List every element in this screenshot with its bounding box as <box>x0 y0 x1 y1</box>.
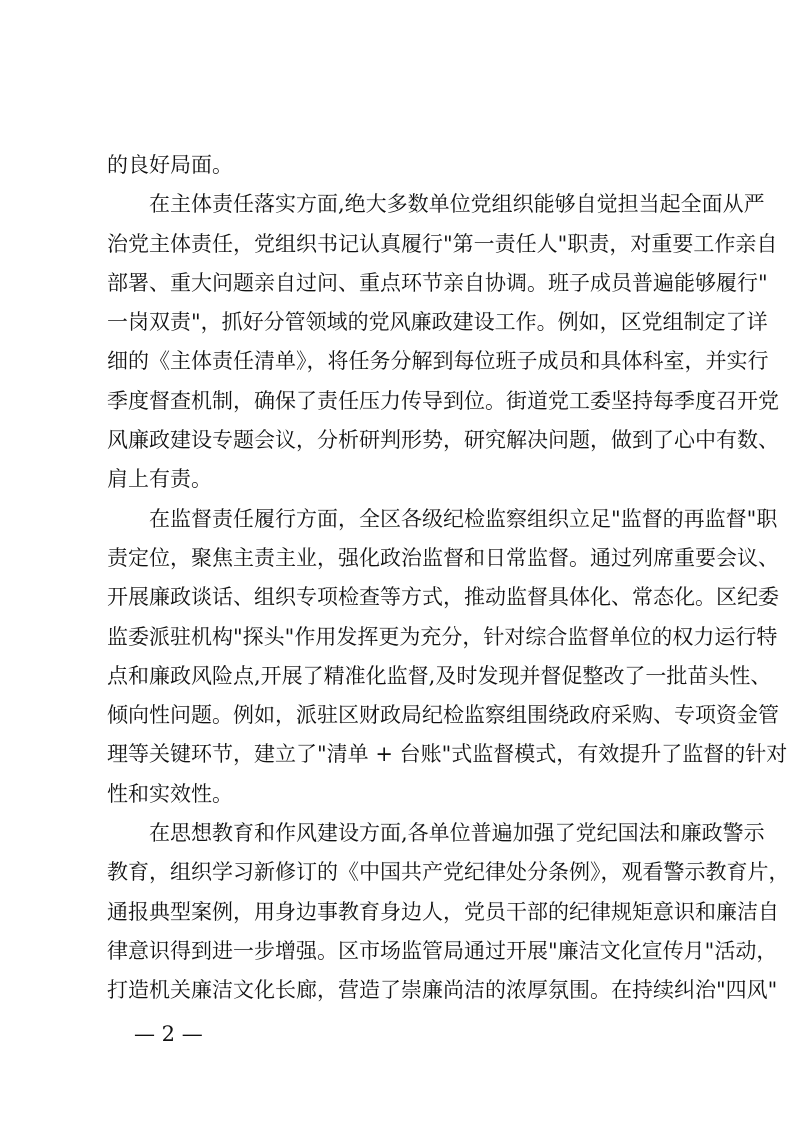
text-line: 责定位，聚焦主责主业，强化政治监督和日常监督。通过列席重要会议、 <box>107 545 779 570</box>
text-line: 治党主体责任，党组织书记认真履行"第一责任人"职责，对重要工作亲自 <box>107 231 778 256</box>
text-line: 季度督查机制，确保了责任压力传导到位。街道党工委坚持每季度召开党 <box>107 388 779 413</box>
text-line: 性和实效性。 <box>107 781 233 806</box>
text-line: 一岗双责"，抓好分管领域的党风廉政建设工作。例如，区党组制定了详 <box>107 310 768 335</box>
text-line: 倾向性问题。例如，派驻区财政局纪检监察组围绕政府采购、专项资金管 <box>107 703 779 728</box>
text-line: 打造机关廉洁文化长廊，营造了崇廉尚洁的浓厚氛围。在持续纠治"四风" <box>107 978 778 1003</box>
page-number: — 2 — <box>134 1022 203 1046</box>
text-line: 部署、重大问题亲自过问、重点环节亲自协调。班子成员普遍能够履行" <box>107 270 768 295</box>
text-line: 风廉政建设专题会议，分析研判形势，研究解决问题，做到了心中有数、 <box>107 428 779 453</box>
text-line: 教育，组织学习新修订的《中国共产党纪律处分条例》，观看警示教育片， <box>107 860 790 885</box>
text-line: 通报典型案例，用身边事教育身边人，党员干部的纪律规矩意识和廉洁自 <box>107 899 779 924</box>
paragraph-first-line: 在思想教育和作风建设方面,各单位普遍加强了党纪国法和廉政警示 <box>149 821 765 846</box>
text-line: 细的《主体责任清单》，将任务分解到每位班子成员和具体科室，并实行 <box>107 349 769 374</box>
text-line: 肩上有责。 <box>107 467 212 492</box>
paragraph-first-line: 在监督责任履行方面，全区各级纪检监察组织立足"监督的再监督"职 <box>149 506 778 531</box>
text-line: 的良好局面。 <box>107 153 233 177</box>
paragraph-first-line: 在主体责任落实方面,绝大多数单位党组织能够自觉担当起全面从严 <box>149 192 765 217</box>
text-line: 监委派驻机构"探头"作用发挥更为充分，针对综合监督单位的权力运行特 <box>107 624 778 649</box>
text-line: 理等关键环节，建立了"清单 + 台账"式监督模式，有效提升了监督的针对 <box>107 742 788 767</box>
text-line: 律意识得到进一步增强。区市场监管局通过开展"廉洁文化宣传月"活动， <box>107 938 778 963</box>
document-body <box>107 146 790 1011</box>
text-line: 开展廉政谈话、组织专项检查等方式，推动监督具体化、常态化。区纪委 <box>107 585 779 610</box>
text-line: 点和廉政风险点,开展了精准化监督,及时发现并督促整改了一批苗头性、 <box>107 663 772 688</box>
